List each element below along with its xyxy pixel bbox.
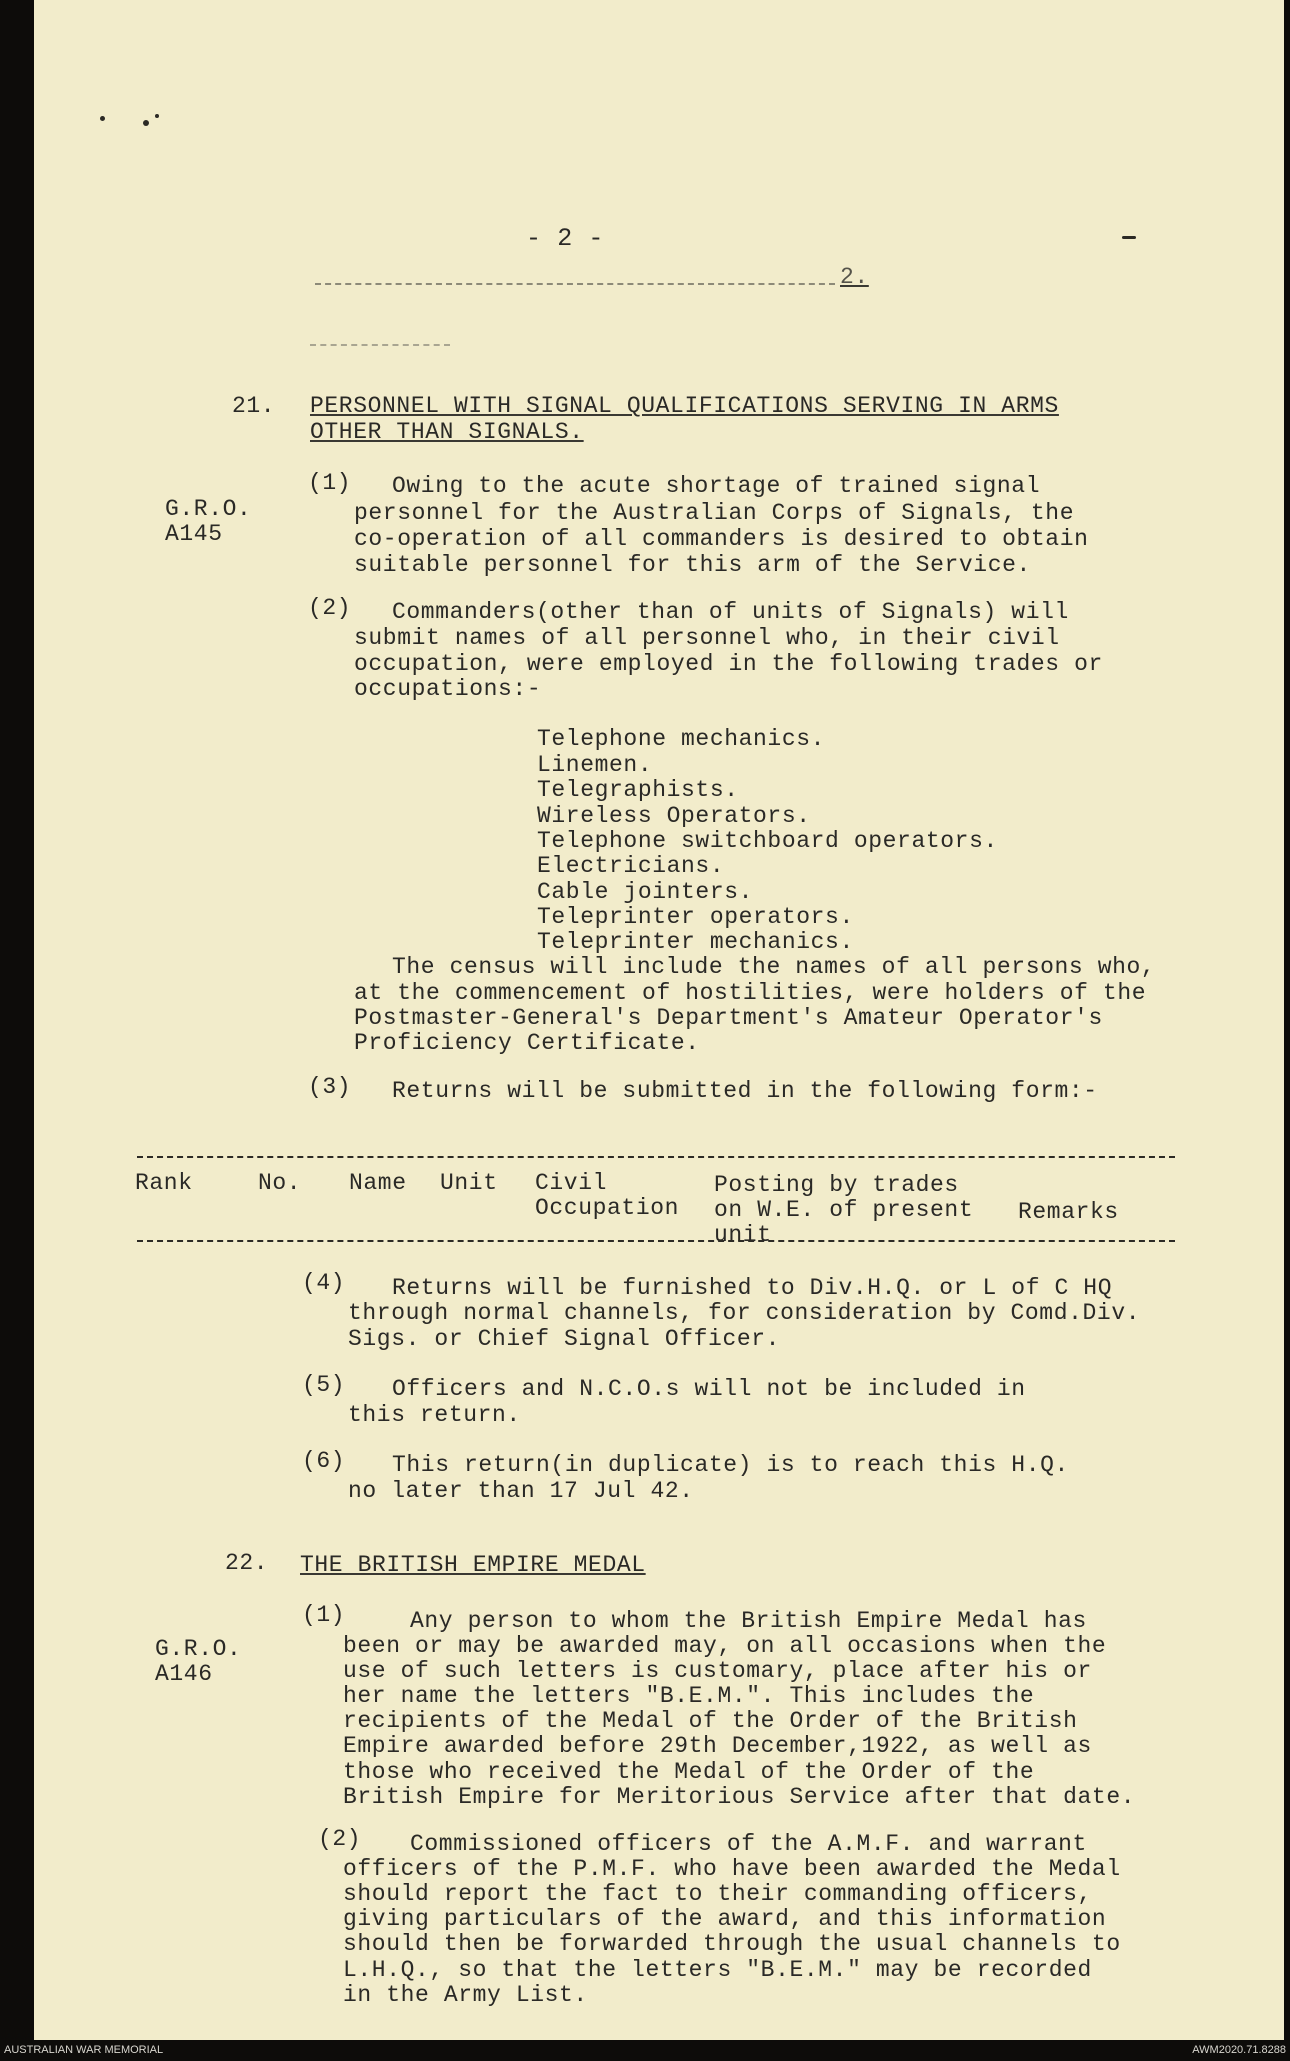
list-item: Electricians. — [537, 853, 725, 879]
list-item: Cable jointers. — [537, 879, 754, 905]
paragraph-line: officers of the P.M.F. who have been awarded the Medal — [343, 1856, 1121, 1882]
list-item: Teleprinter operators. — [537, 904, 854, 930]
form-header-remarks: Remarks — [1018, 1199, 1119, 1225]
paragraph-number: (6) — [302, 1448, 346, 1474]
reference: A146 — [155, 1661, 213, 1687]
paragraph-line: giving particulars of the award, and this information — [343, 1906, 1107, 1932]
paragraph-line: Postmaster-General's Department's Amateur Operator's — [354, 1005, 1103, 1031]
paragraph-line: The census will include the names of all persons who, — [392, 954, 1156, 980]
paragraph-number: (2) — [318, 1826, 362, 1852]
form-header-posting: on W.E. of present — [714, 1197, 974, 1223]
ink-speck — [143, 120, 149, 126]
form-header-rank: Rank — [135, 1170, 193, 1196]
paragraph-line: Sigs. or Chief Signal Officer. — [348, 1326, 781, 1352]
form-header-name: Name — [349, 1170, 407, 1196]
list-item: Telegraphists. — [537, 777, 739, 803]
section-number: 22. — [225, 1550, 269, 1576]
form-top-rule — [137, 1156, 1175, 1161]
list-item: Telephone switchboard operators. — [537, 828, 998, 854]
form-header-civil: Occupation — [535, 1195, 680, 1221]
paragraph-line: should report the fact to their commanding officers, — [343, 1881, 1092, 1907]
section-title: THE BRITISH EMPIRE MEDAL — [300, 1552, 646, 1578]
paragraph-line: occupations:- — [354, 676, 542, 702]
paragraph-line: those who received the Medal of the Order of the — [343, 1759, 1035, 1785]
paragraph-line: Officers and N.C.O.s will not be included in — [392, 1376, 1026, 1402]
paragraph-line: personnel for the Australian Corps of Signals, the — [354, 500, 1075, 526]
section-title: OTHER THAN SIGNALS. — [310, 419, 584, 445]
form-header-civil: Civil — [535, 1170, 608, 1196]
paragraph-number: (3) — [308, 1074, 352, 1100]
list-item: Wireless Operators. — [537, 803, 811, 829]
paragraph-line: Empire awarded before 29th December,1922, as well as — [343, 1733, 1092, 1759]
stray-mark: 2. — [840, 264, 869, 290]
page-number: - 2 - — [526, 224, 605, 253]
ink-speck — [100, 116, 105, 121]
paragraph-line: Returns will be submitted in the following form:- — [392, 1078, 1098, 1104]
ink-speck — [1122, 236, 1136, 239]
paragraph-line: been or may be awarded may, on all occasions when the — [343, 1633, 1107, 1659]
paragraph-line: L.H.Q., so that the letters "B.E.M." may be recorded — [343, 1957, 1092, 1983]
paragraph-line: Proficiency Certificate. — [354, 1030, 700, 1056]
paragraph-number: (1) — [308, 470, 352, 496]
paragraph-line: Commissioned officers of the A.M.F. and warrant — [410, 1831, 1087, 1857]
list-item: Linemen. — [537, 752, 653, 778]
paragraph-line: This return(in duplicate) is to reach this H.Q. — [392, 1452, 1069, 1478]
form-header-posting: unit — [714, 1222, 772, 1248]
list-item: Telephone mechanics. — [537, 726, 826, 752]
paragraph-line: Commanders(other than of units of Signals) will — [392, 599, 1069, 625]
faint-strike-line — [310, 344, 450, 349]
form-header-unit: Unit — [440, 1170, 498, 1196]
form-bottom-rule — [137, 1240, 1175, 1245]
paragraph-line: recipients of the Medal of the Order of the British — [343, 1708, 1078, 1734]
reference: G.R.O. — [165, 496, 252, 522]
form-header-no: No. — [258, 1170, 302, 1196]
section-number: 21. — [232, 393, 276, 419]
paragraph-line: in the Army List. — [343, 1982, 588, 2008]
faint-strike-line — [315, 283, 835, 288]
paragraph-line: should then be forwarded through the usual channels to — [343, 1931, 1121, 1957]
paragraph-line: this return. — [348, 1402, 521, 1428]
paragraph-line: Owing to the acute shortage of trained signal — [392, 473, 1041, 499]
paragraph-line: her name the letters "B.E.M.". This includes the — [343, 1683, 1035, 1709]
list-item: Teleprinter mechanics. — [537, 929, 854, 955]
section-title: PERSONNEL WITH SIGNAL QUALIFICATIONS SERVING IN ARMS — [310, 393, 1059, 419]
footer-accession: AWM2020.71.8288 — [1192, 2044, 1286, 2056]
paragraph-line: co-operation of all commanders is desired to obtain — [354, 526, 1089, 552]
reference: G.R.O. — [155, 1636, 242, 1662]
paragraph-line: submit names of all personnel who, in their civil — [354, 625, 1060, 651]
paragraph-number: (1) — [302, 1602, 346, 1628]
form-header-posting: Posting by trades — [714, 1172, 959, 1198]
paragraph-number: (5) — [302, 1372, 346, 1398]
reference: A145 — [165, 521, 223, 547]
footer-institution: AUSTRALIAN WAR MEMORIAL — [4, 2044, 164, 2056]
paragraph-line: use of such letters is customary, place after his or — [343, 1658, 1092, 1684]
paragraph-line: Returns will be furnished to Div.H.Q. or L of C HQ — [392, 1275, 1113, 1301]
paragraph-line: no later than 17 Jul 42. — [348, 1478, 694, 1504]
paragraph-number: (4) — [302, 1270, 346, 1296]
paragraph-line: Any person to whom the British Empire Medal has — [410, 1608, 1087, 1634]
paragraph-line: British Empire for Meritorious Service after that date. — [343, 1784, 1136, 1810]
paragraph-line: at the commencement of hostilities, were holders of the — [354, 980, 1147, 1006]
paragraph-line: occupation, were employed in the following trades or — [354, 651, 1103, 677]
paragraph-number: (2) — [308, 595, 352, 621]
paragraph-line: through normal channels, for consideration by Comd.Div. — [348, 1300, 1141, 1326]
archive-footer — [0, 2040, 1290, 2061]
ink-speck — [155, 114, 159, 118]
paragraph-line: suitable personnel for this arm of the Service. — [354, 552, 1031, 578]
